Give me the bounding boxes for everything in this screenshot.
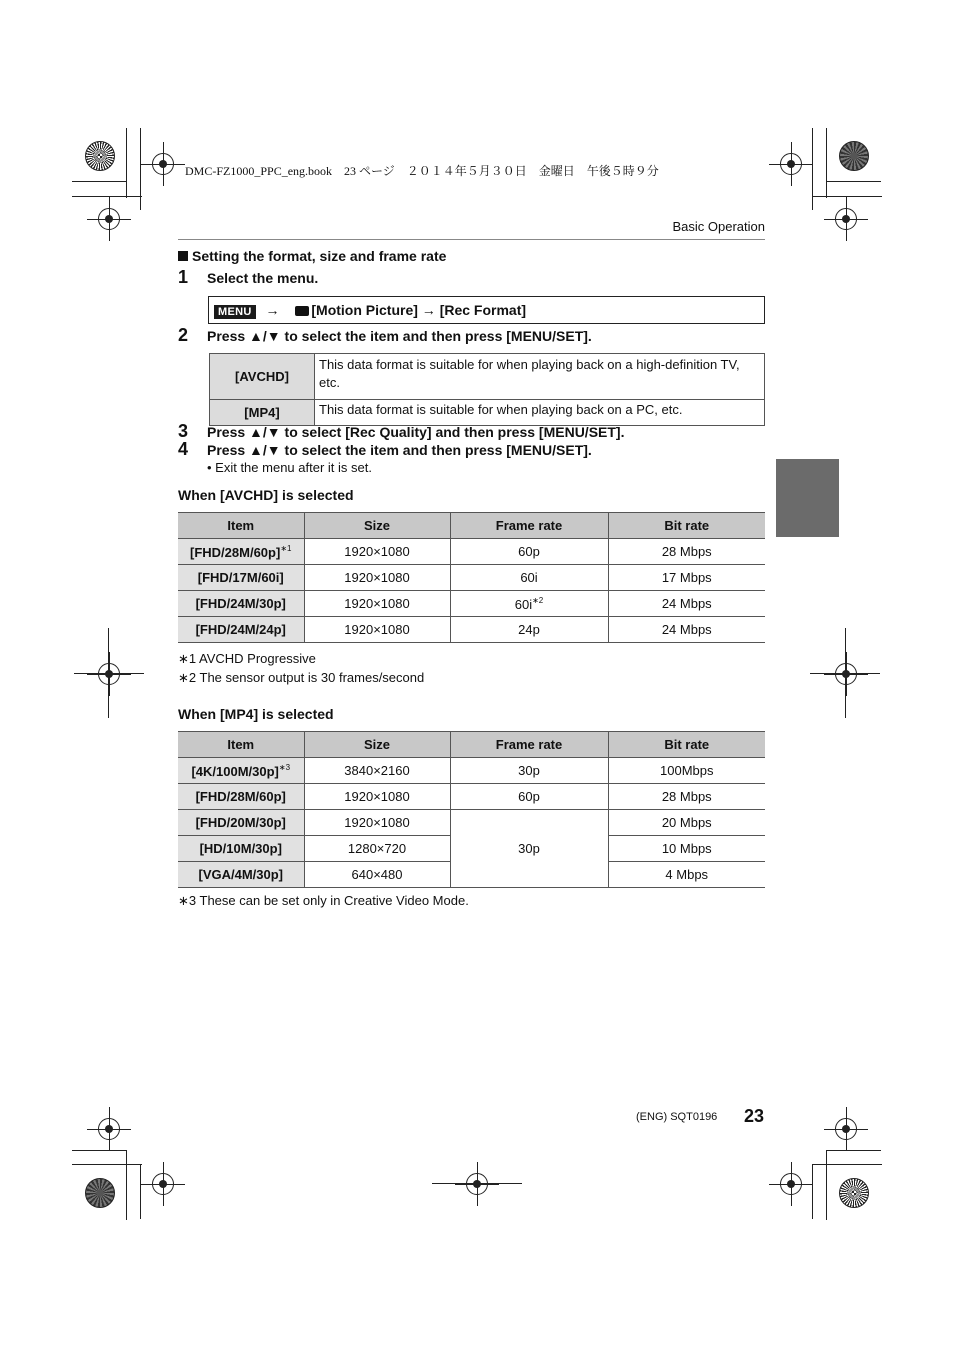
footer-code: (ENG) SQT0196 [636, 1111, 718, 1123]
arrow-text: → [265, 302, 280, 318]
step-number: 2 [178, 325, 189, 345]
item-cell: $[4K/100M/30p]^{∗3}$ [178, 758, 304, 784]
menu-path-text: [Motion Picture] → [Rec Format] [311, 302, 527, 318]
avchd-table [178, 512, 765, 643]
rate-cell: $60i^{∗2}$ [450, 591, 608, 617]
format-description: This data format is suitable for when playing back on a PC, etc. [315, 400, 765, 426]
footnote: ∗2 The sensor output is 30 frames/second [178, 670, 425, 685]
column-header: Size [304, 513, 450, 539]
registration-star-icon [839, 141, 869, 171]
table-header-row [178, 513, 765, 539]
column-header: Item [178, 732, 304, 758]
rate-cell: 30p [450, 758, 608, 784]
motion-picture-icon [295, 306, 309, 316]
menu-path-box [208, 296, 765, 324]
table-row [178, 810, 765, 836]
mp4-heading: When [MP4] is selected [178, 706, 334, 722]
size-cell: 1920×1080 [304, 591, 450, 617]
page-number: 23 [744, 1106, 765, 1126]
size-cell: 3840×2160 [304, 758, 450, 784]
table-row [210, 354, 765, 400]
bitrate-cell: 20 Mbps [608, 810, 765, 836]
item-cell: [FHD/24M/30p] [178, 591, 304, 617]
size-cell: 1920×1080 [304, 784, 450, 810]
section-title: Setting the format, size and frame rate [178, 248, 446, 264]
rate-cell: 24p [450, 617, 608, 643]
column-header: Frame rate [450, 732, 608, 758]
registration-target-icon [152, 153, 174, 175]
table-header-row [178, 732, 765, 758]
bitrate-cell: 28 Mbps [608, 784, 765, 810]
table-row [210, 400, 765, 426]
item-cell: [HD/10M/30p] [178, 836, 304, 862]
column-header: Item [178, 513, 304, 539]
item-cell: [FHD/24M/24p] [178, 617, 304, 643]
bitrate-cell: 10 Mbps [608, 836, 765, 862]
registration-target-icon [835, 208, 857, 230]
bitrate-cell: 4 Mbps [608, 862, 765, 888]
step-text: Press ▲/▼ to select [Rec Quality] and then press [MENU/SET]. [207, 424, 625, 440]
mp4-table [178, 731, 765, 888]
item-cell: [VGA/4M/30p] [178, 862, 304, 888]
table-row [178, 591, 765, 617]
bitrate-cell: 24 Mbps [608, 617, 765, 643]
size-cell: 1920×1080 [304, 565, 450, 591]
table-row [178, 784, 765, 810]
rate-cell: 60i [450, 565, 608, 591]
bitrate-cell: 24 Mbps [608, 591, 765, 617]
registration-target-icon [780, 153, 802, 175]
item-cell: [FHD/20M/30p] [178, 810, 304, 836]
footnote: ∗3 These can be set only in Creative Video Mode. [178, 893, 469, 908]
step-number: 4 [178, 439, 189, 459]
size-cell: 640×480 [304, 862, 450, 888]
step-number: 3 [178, 421, 189, 441]
size-cell: 1920×1080 [304, 539, 450, 565]
footnote: ∗1 AVCHD Progressive [178, 651, 316, 666]
format-description: This data format is suitable for when playing back on a high-definition TV, etc. [315, 354, 765, 400]
rate-cell-merged: 30p [450, 810, 608, 888]
table-row [178, 565, 765, 591]
step-text: Press ▲/▼ to select the item and then press [MENU/SET]. [207, 328, 592, 344]
bitrate-cell: 100Mbps [608, 758, 765, 784]
step-text: Select the menu. [207, 270, 319, 286]
format-key: [AVCHD] [210, 354, 315, 400]
item-cell: [FHD/17M/60i] [178, 565, 304, 591]
format-table [209, 353, 765, 426]
table-row [178, 539, 765, 565]
size-cell: 1920×1080 [304, 617, 450, 643]
size-cell: 1280×720 [304, 836, 450, 862]
size-cell: 1920×1080 [304, 810, 450, 836]
step-text: Press ▲/▼ to select the item and then press [MENU/SET]. [207, 442, 592, 458]
chapter-tab [776, 459, 839, 537]
bitrate-cell: 28 Mbps [608, 539, 765, 565]
square-bullet-icon [178, 251, 188, 261]
item-cell: [FHD/28M/60p] [178, 784, 304, 810]
step-bullet: • Exit the menu after it is set. [207, 460, 372, 475]
bitrate-cell: 17 Mbps [608, 565, 765, 591]
menu-badge: MENU [214, 305, 256, 319]
column-header: Frame rate [450, 513, 608, 539]
avchd-heading: When [AVCHD] is selected [178, 487, 354, 503]
column-header: Bit rate [608, 513, 765, 539]
table-row [178, 758, 765, 784]
step-number: 1 [178, 267, 189, 287]
rate-cell: 60p [450, 784, 608, 810]
registration-star-icon [85, 141, 115, 171]
item-cell: $[FHD/28M/60p]^{∗1}$ [178, 539, 304, 565]
registration-target-icon [98, 208, 120, 230]
header-rule [178, 239, 765, 240]
table-row [178, 617, 765, 643]
format-key: [MP4] [210, 400, 315, 426]
file-info: DMC-FZ1000_PPC_eng.book 23 ページ ２０１４年５月３０日 金曜日 午後５時９分 [185, 164, 659, 178]
rate-cell: 60p [450, 539, 608, 565]
column-header: Size [304, 732, 450, 758]
running-header: Basic Operation [672, 219, 765, 234]
column-header: Bit rate [608, 732, 765, 758]
